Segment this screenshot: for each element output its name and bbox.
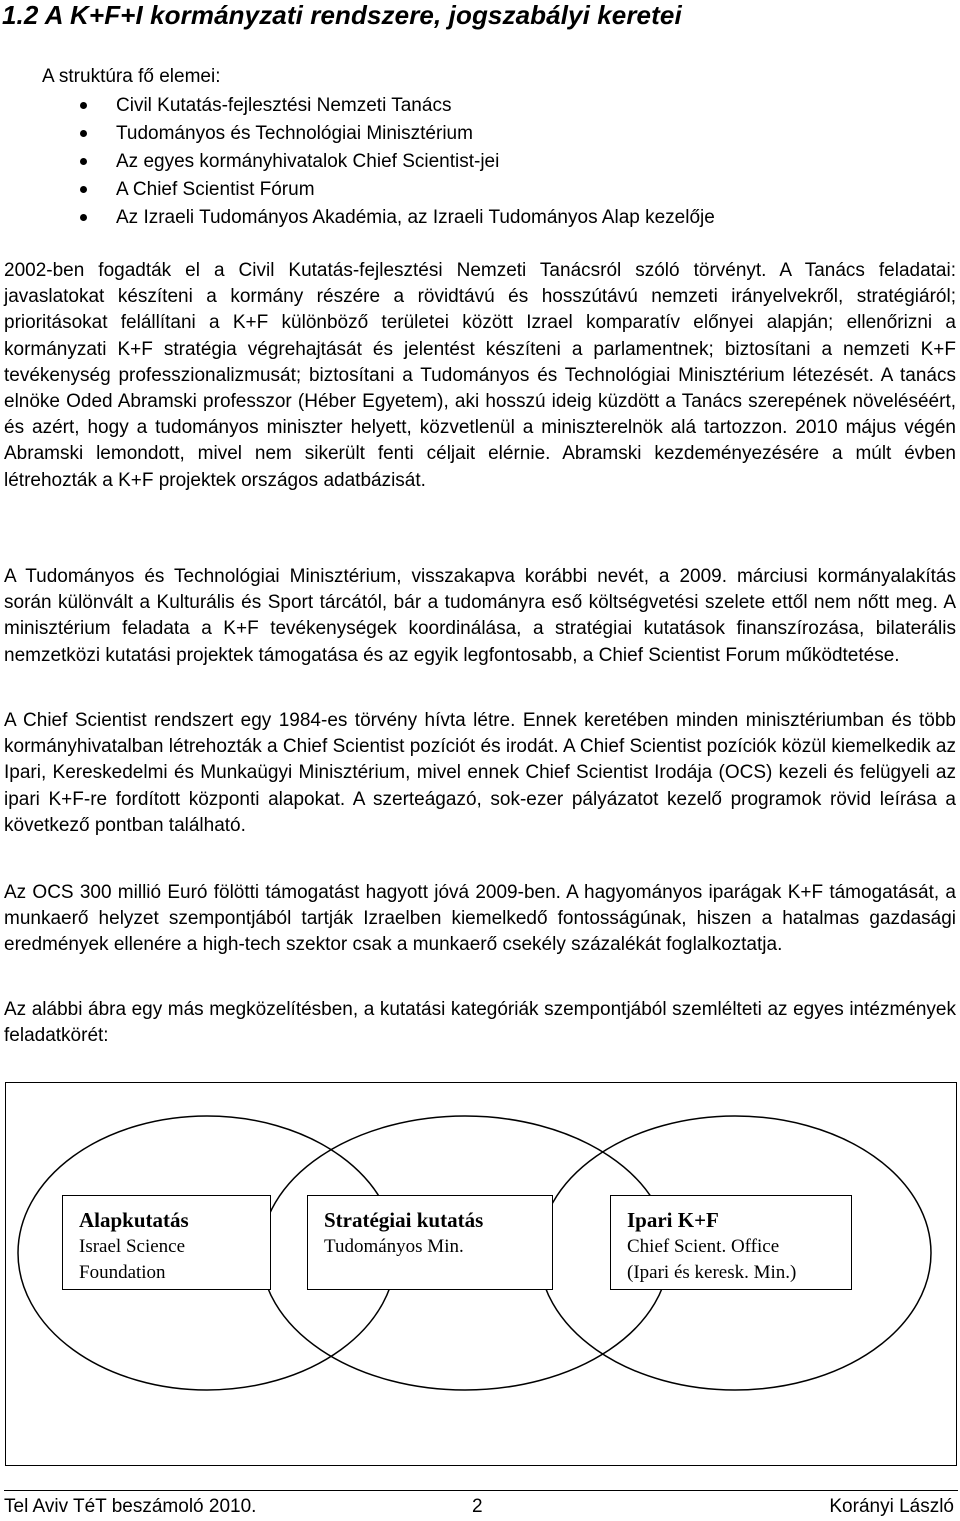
bullet-icon [80, 130, 87, 137]
paragraph-ocs: Az OCS 300 millió Euró fölötti támogatást hagyott jóvá 2009-ben. A hagyományos iparágak K+F támogatását, a munkaerő helyzet szempontjából tartják Izraelben kiemelkedő fontosságúnak, hiszen a hatalmas gazdasági eredmények ellenére a high-tech szektor csak a munkaerő csekély százalékát foglalkoztatja. [4, 882, 956, 956]
list-item: Civil Kutatás-fejlesztési Nemzeti Tanács [80, 92, 715, 120]
box-institution: Israel Science Foundation [79, 1236, 186, 1283]
box-institution: Chief Scient. Office (Ipari és keresk. Min.) [627, 1236, 797, 1283]
box-strategic-research [307, 1195, 553, 1290]
bullet-icon [80, 186, 87, 193]
structure-intro: A struktúra fő elemei: [42, 66, 221, 87]
box-institution: Tudományos Min. [324, 1236, 464, 1257]
list-item: Az Izraeli Tudományos Akadémia, az Izraeli Tudományos Alap kezelője [80, 204, 715, 232]
paragraph-council: 2002-ben fogadták el a Civil Kutatás-fejlesztési Nemzeti Tanácsról szóló törvényt. A Tanács feladatai: javaslatokat készíteni a kormány részére a rövidtávú és hosszútávú nemzeti irányelvekről, stratégiáról; prioritásokat felállítani a K+F különböző területei között Izrael komparatív előnyei alapján; ellenőrizni a kormányzati K+F stratégia végrehajtását és jelentést készíteni a parlamentnek; biztosítani a nemzeti K+F tevékenység professzionalizmusát; biztosítani a Tudományos és Technológiai Minisztérium létezését. A tanács elnöke Oded Abramski professzor (Héber Egyetem), aki hosszú ideig küzdött a Tanács szerepének növeléséért, és azért, hogy a tudományos miniszter helyett, közvetlenül a miniszterelnök alá tartozzon. 2010 május végén Abramski lemondott, mivel nem sikerült fenti céljait elérnie. Abramski kezdeményezésére a múlt évben létrehozták a K+F projektek országos adatbázisát. [4, 260, 956, 491]
list-item: A Chief Scientist Fórum [80, 176, 715, 204]
paragraph-chief-scientist: A Chief Scientist rendszert egy 1984-es törvény hívta létre. Ennek keretében minden minisztériumban és több kormányhivatalban létrehozták a Chief Scientist pozíciót és irodát. A Chief Scientist pozíciók közül kiemelkedik az Ipari, Kereskedelmi és Munkaügyi Minisztérium, mivel ennek Chief Scientist Irodája (OCS) kezeli és felügyeli az ipari K+F-re fordított központi alapokat. A szerteágazó, sok-ezer pályázatot kezelő programok rövid leírása a következő pontban található. [4, 710, 956, 836]
bullet-icon [80, 214, 87, 221]
footer-report-title: Tel Aviv TéT beszámoló 2010. [4, 1496, 257, 1517]
structure-list [80, 92, 715, 232]
box-title: Stratégiai kutatás [324, 1208, 484, 1232]
footer-author: Korányi László [829, 1496, 954, 1517]
list-item: Tudományos és Technológiai Minisztérium [80, 120, 715, 148]
box-title: Alapkutatás [79, 1208, 189, 1232]
box-basic-research [62, 1195, 271, 1290]
list-item: Az egyes kormányhivatalok Chief Scientist-jei [80, 148, 715, 176]
section-heading: 1.2 A K+F+I kormányzati rendszere, jogszabályi keretei [2, 0, 682, 30]
paragraph-diagram-intro: Az alábbi ábra egy más megközelítésben, a kutatási kategóriák szempontjából szemlélteti az egyes intézmények feladatkörét: [4, 999, 956, 1047]
box-title: Ipari K+F [627, 1208, 719, 1232]
bullet-icon [80, 158, 87, 165]
research-categories-diagram [5, 1082, 957, 1466]
page-number: 2 [472, 1496, 483, 1517]
box-industrial-rd [610, 1195, 852, 1290]
bullet-icon [80, 102, 87, 109]
footer-divider [4, 1490, 958, 1491]
paragraph-ministry: A Tudományos és Technológiai Minisztérium, visszakapva korábbi nevét, a 2009. márciusi kormányalakítás során különvált a Kulturális és Sport tárcától, bár a tudományra eső költségvetési szelete ettől nem nőtt meg. A minisztérium feladata a K+F tevékenységek koordinálása, a stratégiai kutatások finanszírozása, bilaterális nemzetközi kutatási projektek támogatása és az egyik legfontosabb, a Chief Scientist Forum működtetése. [4, 566, 956, 666]
